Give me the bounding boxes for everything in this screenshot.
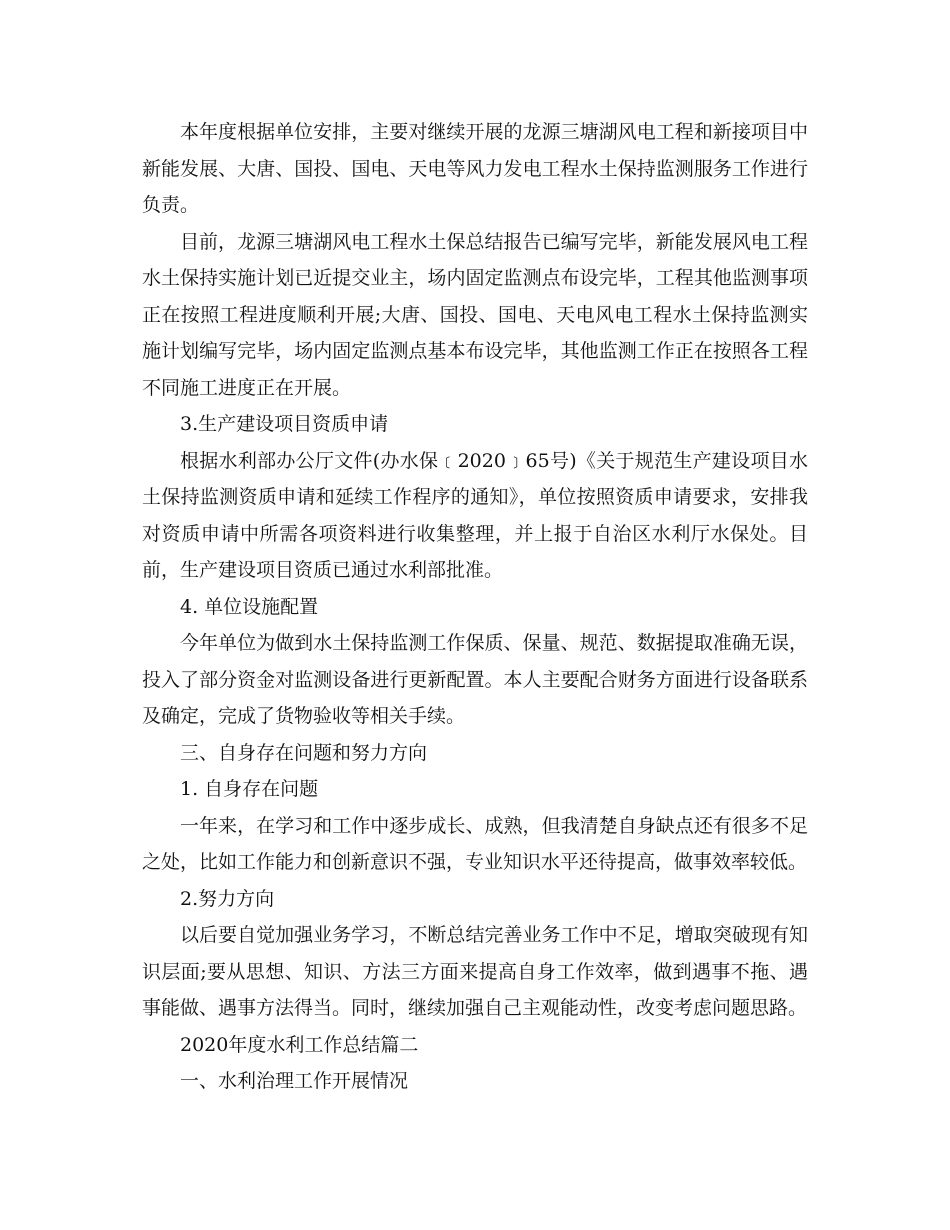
heading-summary-part-two: 2020年度水利工作总结篇二: [180, 1033, 419, 1056]
paragraph-project-progress: 目前，龙源三塘湖风电工程水土保总结报告已编写完毕，新能发展风电工程水土保持实施计划已近提交业主，场内固定监测点布设完毕，工程其他监测事项正在按照工程进度顺利开展;大唐、国投、国电、天电风电工程水土保持监测实施计划编写完毕，场内固定监测点基本布设完毕，其他监测工作正在按照各工程不同施工进度正在开展。: [142, 230, 808, 399]
paragraph-monitoring-duties: 本年度根据单位安排，主要对继续开展的龙源三塘湖风电工程和新接项目中新能发展、大唐、国投、国电、天电等风力发电工程水土保持监测服务工作进行负责。: [142, 121, 808, 216]
heading-problems-and-direction: 三、自身存在问题和努力方向: [180, 741, 428, 764]
heading-facility-configuration: 4. 单位设施配置: [180, 595, 319, 618]
paragraph-improvement-plan: 以后要自觉加强业务学习，不断总结完善业务工作中不足，增取突破现有知识层面;要从思想、知识、方法三方面来提高自身工作效率，做到遇事不拖、遇事能做、遇事方法得当。同时，继续加强自己主观能动性，改变考虑问题思路。: [142, 924, 808, 1019]
heading-qualification-application: 3.生产建设项目资质申请: [180, 413, 389, 435]
paragraph-equipment-update: 今年单位为做到水土保持监测工作保质、保量、规范、数据提取准确无误，投入了部分资金对监测设备进行更新配置。本人主要配合财务方面进行设备联系及确定，完成了货物验收等相关手续。: [142, 632, 808, 727]
paragraph-shortcomings: 一年来，在学习和工作中逐步成长、成熟，但我清楚自身缺点还有很多不足之处，比如工作能力和创新意识不强，专业知识水平还待提高，做事效率较低。: [142, 814, 808, 873]
heading-water-governance: 一、水利治理工作开展情况: [180, 1070, 409, 1092]
paragraph-qualification-details: 根据水利部办公厅文件(办水保﹝2020﹞65号)《关于规范生产建设项目水土保持监测资质申请和延续工作程序的通知》，单位按照资质申请要求，安排我对资质申请中所需各项资料进行收集整理，并上报于自治区水利厅水保处。目前，生产建设项目资质已通过水利部批准。: [142, 449, 808, 581]
heading-improvement-direction: 2.努力方向: [180, 887, 275, 910]
heading-existing-problems: 1. 自身存在问题: [180, 778, 319, 800]
document-body: [142, 114, 808, 1100]
